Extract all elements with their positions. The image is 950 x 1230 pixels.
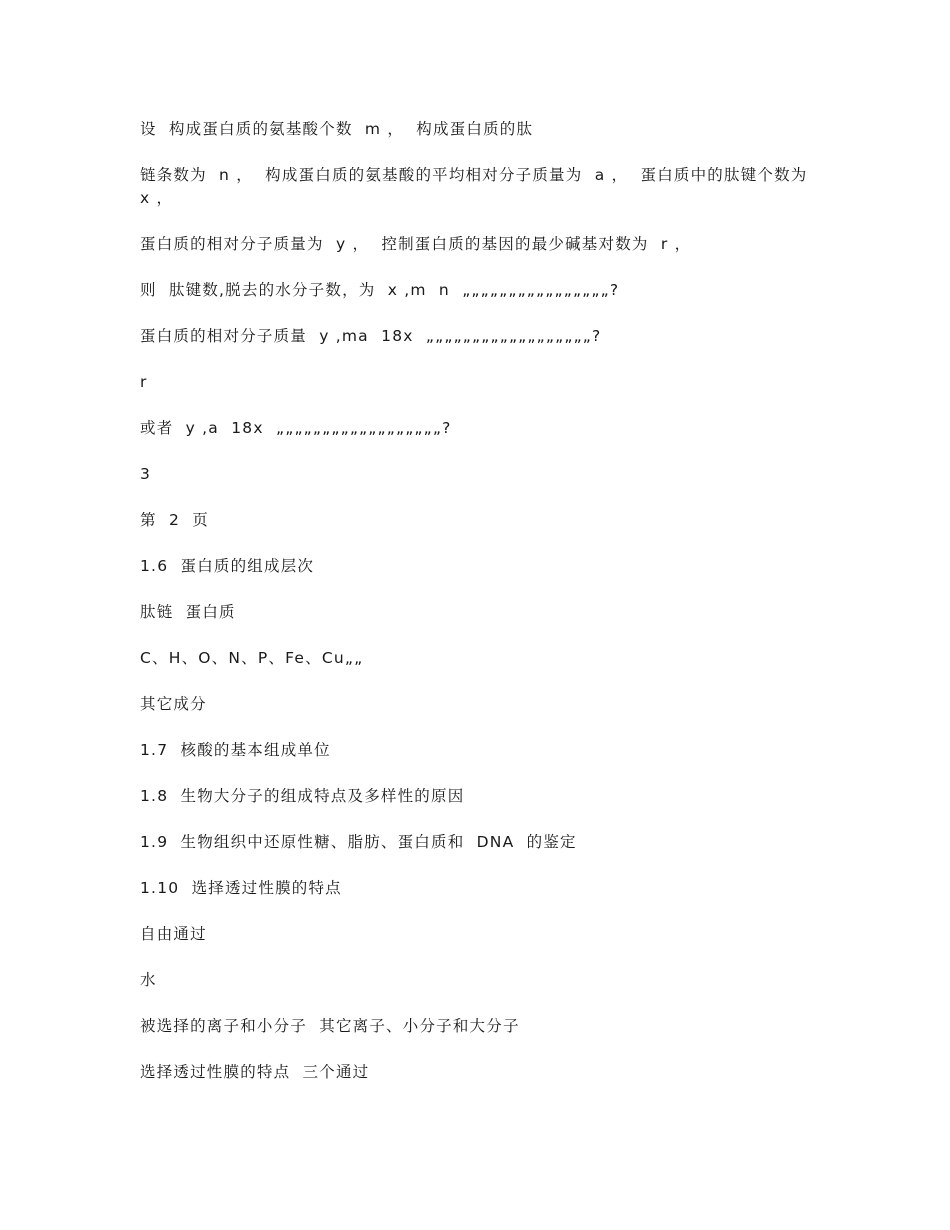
section-heading-1-8: 1.8 生物大分子的组成特点及多样性的原因 [140, 787, 465, 805]
paragraph-formula-alternative: 或者 y ,a 18x „„„„„„„„„„„„„„„„„„? [140, 419, 452, 437]
section-heading-1-9: 1.9 生物组织中还原性糖、脂肪、蛋白质和 DNA 的鉴定 [140, 833, 577, 851]
paragraph-formula-protein-mass: 蛋白质的相对分子质量 y ,ma 18x „„„„„„„„„„„„„„„„„„? [140, 327, 602, 345]
paragraph-variables-chain: 链条数为 n ， 构成蛋白质的氨基酸的平均相对分子质量为 a ， 蛋白质中的肽键个数为 x ， [140, 166, 820, 207]
section-heading-1-10: 1.10 选择透过性膜的特点 [140, 879, 342, 897]
paragraph-selected-ions: 被选择的离子和小分子 其它离子、小分子和大分子 [140, 1017, 520, 1035]
paragraph-variables-mass: 蛋白质的相对分子质量为 y ， 控制蛋白质的基因的最少碱基对数为 r ， [140, 235, 692, 253]
page-number: 第 2 页 [140, 511, 209, 529]
paragraph-formula-peptide-bonds: 则 肽键数,脱去的水分子数，为 x ,m n „„„„„„„„„„„„„„„„? [140, 281, 620, 299]
document-body [140, 118, 820, 1107]
paragraph-water: 水 [140, 971, 157, 989]
paragraph-elements: C、H、O、N、P、Fe、Cu„„ [140, 649, 364, 667]
paragraph-other-components: 其它成分 [140, 695, 207, 713]
paragraph-free-passage: 自由通过 [140, 925, 207, 943]
section-heading-1-6: 1.6 蛋白质的组成层次 [140, 557, 315, 575]
paragraph-formula-fraction-denominator: 3 [140, 465, 152, 483]
paragraph-membrane-features: 选择透过性膜的特点 三个通过 [140, 1063, 370, 1081]
paragraph-variables-intro: 设 构成蛋白质的氨基酸个数 m ， 构成蛋白质的肽 [140, 120, 534, 138]
section-heading-1-7: 1.7 核酸的基本组成单位 [140, 741, 331, 759]
paragraph-peptide-protein: 肽链 蛋白质 [140, 603, 236, 621]
paragraph-formula-fraction-numerator: r [140, 373, 148, 391]
